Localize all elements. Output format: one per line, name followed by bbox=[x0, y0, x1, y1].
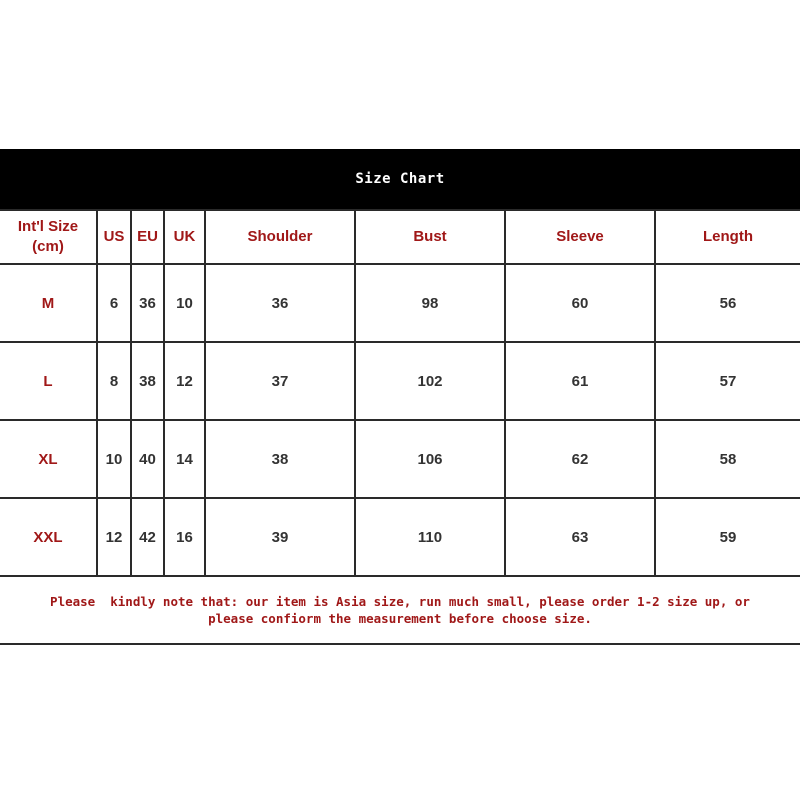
us-cell: 12 bbox=[97, 498, 131, 576]
col-header-intl-size: Int'l Size (cm) bbox=[0, 210, 97, 264]
table-row bbox=[0, 420, 800, 498]
shoulder-cell: 36 bbox=[205, 264, 355, 342]
length-cell: 59 bbox=[655, 498, 800, 576]
size-label-cell: XXL bbox=[0, 498, 97, 576]
uk-cell: 14 bbox=[164, 420, 205, 498]
header-row bbox=[0, 210, 800, 264]
size-chart-title: Size Chart bbox=[0, 149, 800, 209]
shoulder-cell: 39 bbox=[205, 498, 355, 576]
length-cell: 58 bbox=[655, 420, 800, 498]
us-cell: 8 bbox=[97, 342, 131, 420]
uk-cell: 10 bbox=[164, 264, 205, 342]
eu-cell: 40 bbox=[131, 420, 164, 498]
col-header-eu: EU bbox=[131, 210, 164, 264]
size-label-cell: L bbox=[0, 342, 97, 420]
us-cell: 6 bbox=[97, 264, 131, 342]
col-header-bust: Bust bbox=[355, 210, 505, 264]
size-label-cell: XL bbox=[0, 420, 97, 498]
size-note-line-1: Please kindly note that: our item is Asia size, run much small, please order 1-2 size up, or bbox=[50, 594, 750, 609]
table-row bbox=[0, 342, 800, 420]
sleeve-cell: 62 bbox=[505, 420, 655, 498]
bust-cell: 98 bbox=[355, 264, 505, 342]
eu-cell: 36 bbox=[131, 264, 164, 342]
col-header-shoulder: Shoulder bbox=[205, 210, 355, 264]
length-cell: 56 bbox=[655, 264, 800, 342]
shoulder-cell: 37 bbox=[205, 342, 355, 420]
shoulder-cell: 38 bbox=[205, 420, 355, 498]
bust-cell: 110 bbox=[355, 498, 505, 576]
us-cell: 10 bbox=[97, 420, 131, 498]
eu-cell: 38 bbox=[131, 342, 164, 420]
col-header-uk: UK bbox=[164, 210, 205, 264]
col-header-us: US bbox=[97, 210, 131, 264]
eu-cell: 42 bbox=[131, 498, 164, 576]
uk-cell: 16 bbox=[164, 498, 205, 576]
size-label-cell: M bbox=[0, 264, 97, 342]
sleeve-cell: 63 bbox=[505, 498, 655, 576]
col-header-length: Length bbox=[655, 210, 800, 264]
col-header-sleeve: Sleeve bbox=[505, 210, 655, 264]
size-table bbox=[0, 209, 800, 577]
length-cell: 57 bbox=[655, 342, 800, 420]
table-row bbox=[0, 498, 800, 576]
size-note-line-2: please confiorm the measurement before choose size. bbox=[208, 611, 592, 626]
uk-cell: 12 bbox=[164, 342, 205, 420]
size-note bbox=[0, 577, 800, 645]
bust-cell: 102 bbox=[355, 342, 505, 420]
bust-cell: 106 bbox=[355, 420, 505, 498]
sleeve-cell: 60 bbox=[505, 264, 655, 342]
table-row bbox=[0, 264, 800, 342]
sleeve-cell: 61 bbox=[505, 342, 655, 420]
